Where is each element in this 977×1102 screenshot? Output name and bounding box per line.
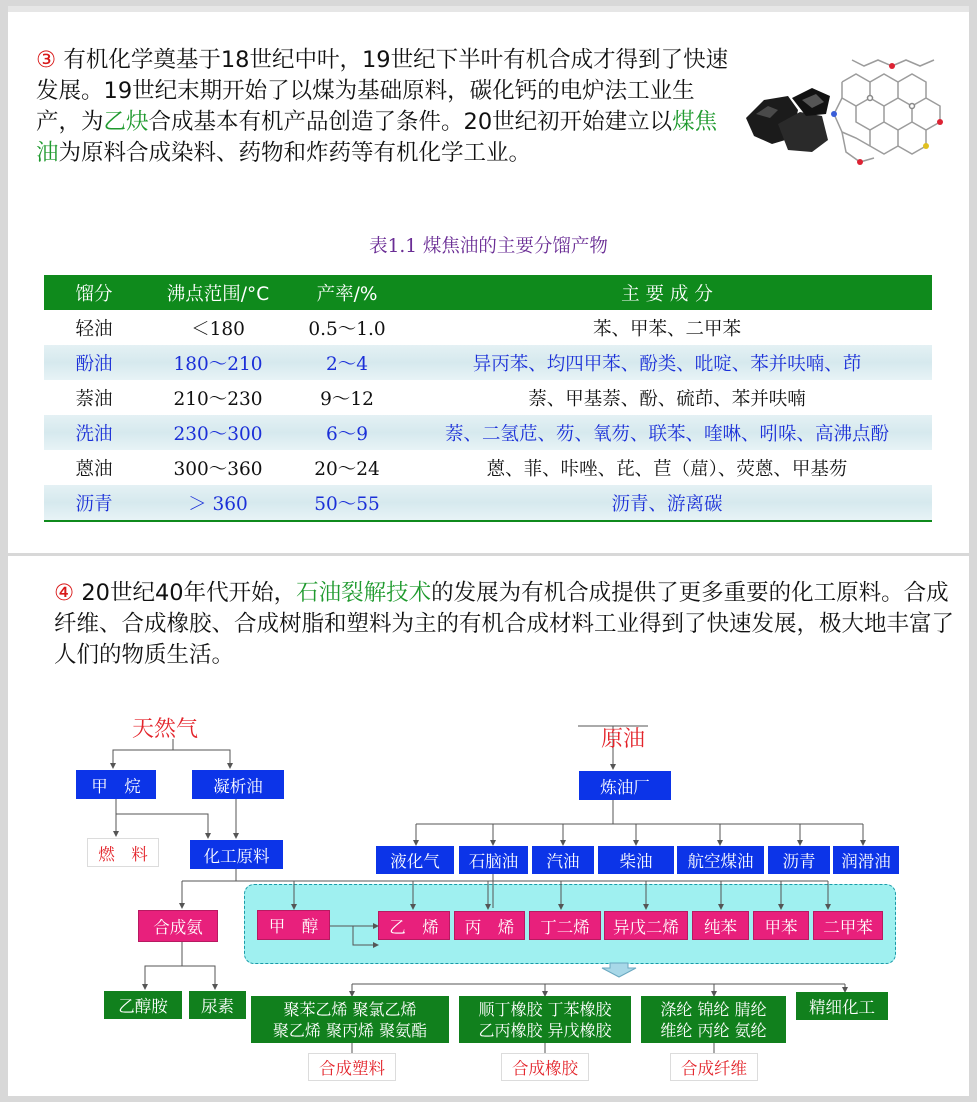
paragraph-text: 20世纪40年代开始，: [74, 580, 297, 606]
cell-components: 苯、甲苯、二甲苯: [592, 318, 741, 340]
cell-yield: 20～24: [314, 458, 380, 480]
paragraph-text: 为原料合成染料、药物和炸药等有机化学工业。: [58, 140, 532, 166]
cell-fraction: 蒽油: [75, 458, 113, 480]
urea-box: 尿素: [189, 991, 246, 1019]
table-caption: 表1.1 煤焦油的主要分馏产物: [369, 236, 608, 257]
synthetic-rubber-label: 合成橡胶: [501, 1053, 589, 1081]
paragraph-text: 的发展为有机合成提供了更多重要的化工原料。合成纤维、合成橡胶、合成树脂和塑料为主的有机合成材料工业得到了快速发展，极大地丰富了人们的物质生活。: [54, 580, 955, 668]
paragraph-text: 合成基本有机产品创造了条件。20世纪初开始建立以: [148, 109, 673, 135]
cell-boiling-range: 180～210: [144, 345, 292, 380]
header-fraction: 馏分: [44, 275, 144, 310]
plastics-products-box: [251, 996, 449, 1043]
cell-components: 蒽、菲、咔唑、芘、苣（䓛）、荧蒽、甲基芴: [486, 458, 848, 480]
paragraph-number: ③: [36, 47, 57, 73]
rubber-line: 乙丙橡胶 异戊橡胶: [478, 1020, 612, 1040]
fuel-box: 燃 料: [87, 838, 159, 867]
cell-boiling-range: 230～300: [144, 415, 292, 450]
refinery-product-asphalt: 沥青: [768, 846, 830, 874]
coal-lumps-illustration: [746, 88, 830, 152]
fiber-line: 涤纶 锦纶 腈纶: [660, 999, 767, 1019]
aromatic-xylene: 二甲苯: [813, 911, 883, 940]
condensate-box: 凝析油: [192, 770, 284, 799]
cell-components: 异丙苯、均四甲苯、酚类、吡啶、苯并呋喃、茚: [402, 345, 932, 380]
highlight-acetylene: 乙炔: [103, 109, 149, 135]
plastics-line: 聚乙烯 聚丙烯 聚氨酯: [272, 1020, 428, 1040]
cell-yield: 6～9: [292, 415, 402, 450]
header-yield: 产率/%: [292, 275, 402, 310]
refinery-product-lube-oil: 润滑油: [833, 846, 899, 874]
paragraph-coal-chemistry: [36, 45, 736, 169]
header-boiling-range: 沸点范围/°C: [144, 275, 292, 310]
refinery-product-lpg: 液化气: [376, 846, 454, 874]
table-row: [44, 310, 932, 345]
refinery-box: 炼油厂: [579, 771, 671, 800]
refinery-product-diesel: 柴油: [598, 846, 674, 874]
cell-boiling-range: ＜180: [191, 318, 245, 340]
rubber-line: 顺丁橡胶 丁苯橡胶: [478, 999, 612, 1019]
cell-components: 萘、甲基萘、酚、硫茚、苯并呋喃: [528, 388, 806, 410]
refinery-product-naphtha: 石脑油: [459, 846, 528, 874]
header-components: 主 要 成 分: [402, 275, 932, 310]
crude-oil-label: 原油: [601, 727, 646, 752]
molecule-model-illustration: [831, 60, 943, 165]
aromatic-benzene: 纯苯: [692, 911, 749, 940]
distillation-table: [44, 275, 932, 522]
olefin-butadiene: 丁二烯: [529, 911, 601, 940]
synthetic-fiber-label: 合成纤维: [670, 1053, 758, 1081]
aromatic-toluene: 甲苯: [753, 911, 809, 940]
table-row: [44, 450, 932, 485]
natural-gas-label: 天然气: [132, 717, 199, 742]
down-arrow-icon: [602, 963, 636, 977]
olefin-ethylene: 乙 烯: [378, 911, 450, 940]
ethanolamine-box: 乙醇胺: [104, 991, 182, 1019]
cell-boiling-range: 210～230: [173, 388, 263, 410]
refinery-product-jet-fuel: 航空煤油: [677, 846, 764, 874]
cell-yield: 2～4: [292, 345, 402, 380]
rubber-products-box: [459, 996, 631, 1043]
coal-molecule-image: [742, 52, 952, 177]
cell-yield: 50～55: [292, 485, 402, 521]
refinery-product-gasoline: 汽油: [532, 846, 594, 874]
paragraph-text: 有机化学奠基于18世纪中叶，19世纪下半叶有机合成才得到了快速发展。19世纪末期开始了以煤为基础原料，碳化钙的电炉法工业生产，为: [36, 47, 729, 135]
slide-petrochemical: [8, 556, 969, 1096]
cell-fraction: 酚油: [44, 345, 144, 380]
olefin-isoprene: 异戊二烯: [604, 911, 688, 940]
fine-chemicals-box: 精细化工: [796, 992, 888, 1020]
cell-yield: 9～12: [320, 388, 374, 410]
table-row: [44, 485, 932, 521]
methane-box: 甲 烷: [76, 770, 156, 799]
paragraph-number: ④: [54, 580, 75, 606]
methanol-box: 甲 醇: [257, 910, 330, 940]
table-row: [44, 345, 932, 380]
cell-fraction: 轻油: [75, 318, 113, 340]
cell-boiling-range: ＞ 360: [144, 485, 292, 521]
olefin-propylene: 丙 烯: [454, 911, 525, 940]
cell-fraction: 洗油: [44, 415, 144, 450]
ammonia-box: 合成氨: [138, 910, 218, 942]
cell-fraction: 沥青: [44, 485, 144, 521]
cell-components: 萘、二氢苊、芴、氧芴、联苯、喹啉、吲哚、高沸点酚: [402, 415, 932, 450]
table-header-row: [44, 275, 932, 310]
table-row: [44, 380, 932, 415]
highlight-cracking: 石油裂解技术: [296, 580, 432, 606]
cell-boiling-range: 300～360: [173, 458, 263, 480]
cell-yield: 0.5～1.0: [308, 318, 386, 340]
fiber-line: 维纶 丙纶 氨纶: [660, 1020, 767, 1040]
highlight-coal-tar: 煤焦油: [36, 109, 718, 166]
cell-fraction: 萘油: [75, 388, 113, 410]
synthetic-plastics-label: 合成塑料: [308, 1053, 396, 1081]
table-row: [44, 415, 932, 450]
cell-components: 沥青、游离碳: [402, 485, 932, 521]
chem-feedstock-box: 化工原料: [190, 840, 283, 869]
slide-coal-tar: [8, 6, 969, 553]
plastics-line: 聚苯乙烯 聚氯乙烯: [283, 999, 417, 1019]
fiber-products-box: [641, 996, 786, 1043]
